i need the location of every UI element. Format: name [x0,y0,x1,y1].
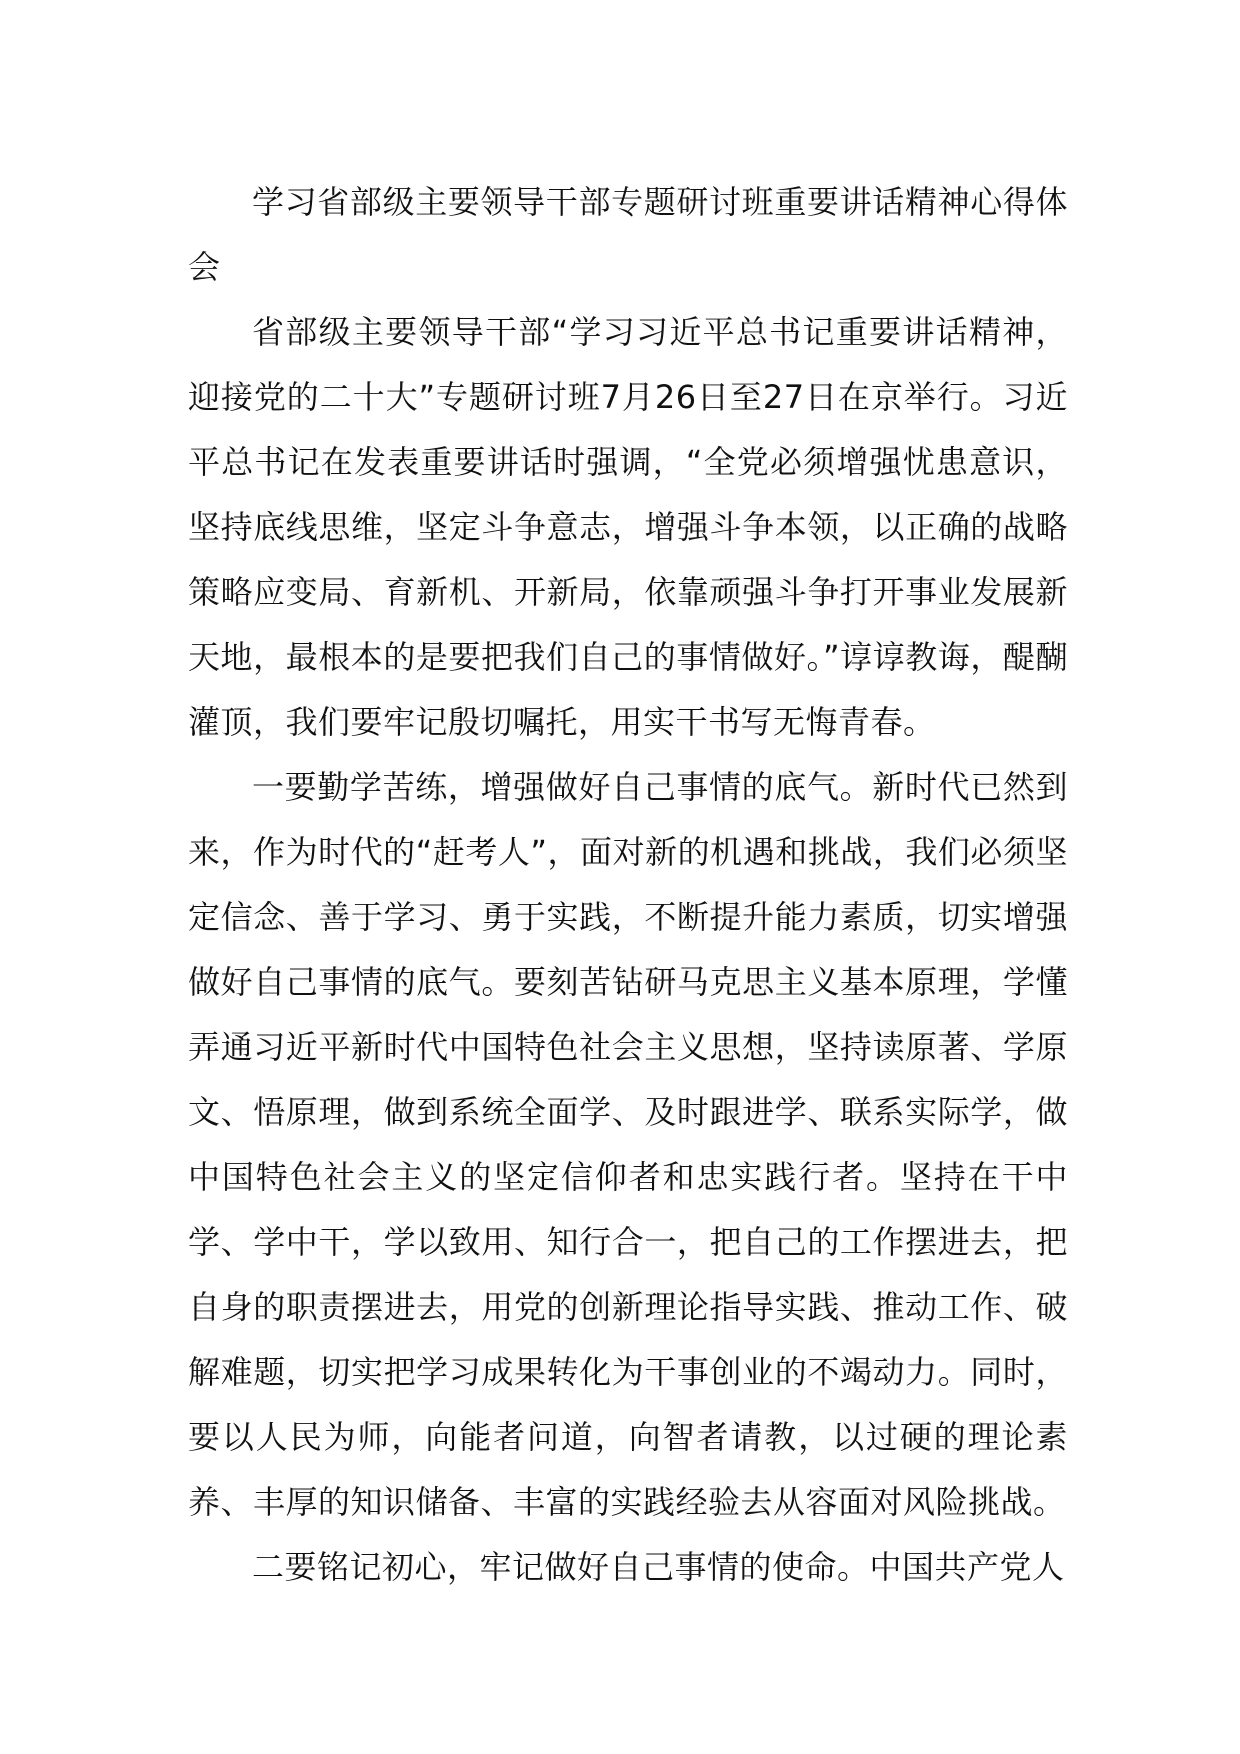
paragraph-intro: 省部级主要领导干部“学习习近平总书记重要讲话精神，迎接党的二十大”专题研讨班7月26日至27日在京举行。习近平总书记在发表重要讲话时强调，“全党必须增强忧患意识，坚持底线思维，坚定斗争意志，增强斗争本领，以正确的战略策略应变局、育新机、开新局，依靠顽强斗争打开事业发展新天地，最根本的是要把我们自己的事情做好。”谆谆教诲，醍醐灌顶，我们要牢记殷切嘱托，用实干书写无悔青春。 [188,313,1068,741]
paragraph-point-two: 二要铭记初心，牢记做好自己事情的使命。中国共产党人 [252,1548,1065,1586]
paragraph-point-one: 一要勤学苦练，增强做好自己事情的底气。新时代已然到来，作为时代的“赶考人”，面对新的机遇和挑战，我们必须坚定信念、善于学习、勇于实践，不断提升能力素质，切实增强做好自己事情的底气。要刻苦钻研马克思主义基本原理，学懂弄通习近平新时代中国特色社会主义思想，坚持读原著、学原文、悟原理，做到系统全面学、及时跟进学、联系实际学，做中国特色社会主义的坚定信仰者和忠实践行者。坚持在干中学、学中干，学以致用、知行合一，把自己的工作摆进去，把自身的职责摆进去，用党的创新理论指导实践、推动工作、破解难题，切实把学习成果转化为干事创业的不竭动力。同时，要以人民为师，向能者问道，向智者请教，以过硬的理论素养、丰厚的知识储备、丰富的实践经验去从容面对风险挑战。 [188,768,1068,1521]
document-body [188,170,1068,1600]
document-title: 学习省部级主要领导干部专题研讨班重要讲话精神心得体会 [188,183,1068,286]
